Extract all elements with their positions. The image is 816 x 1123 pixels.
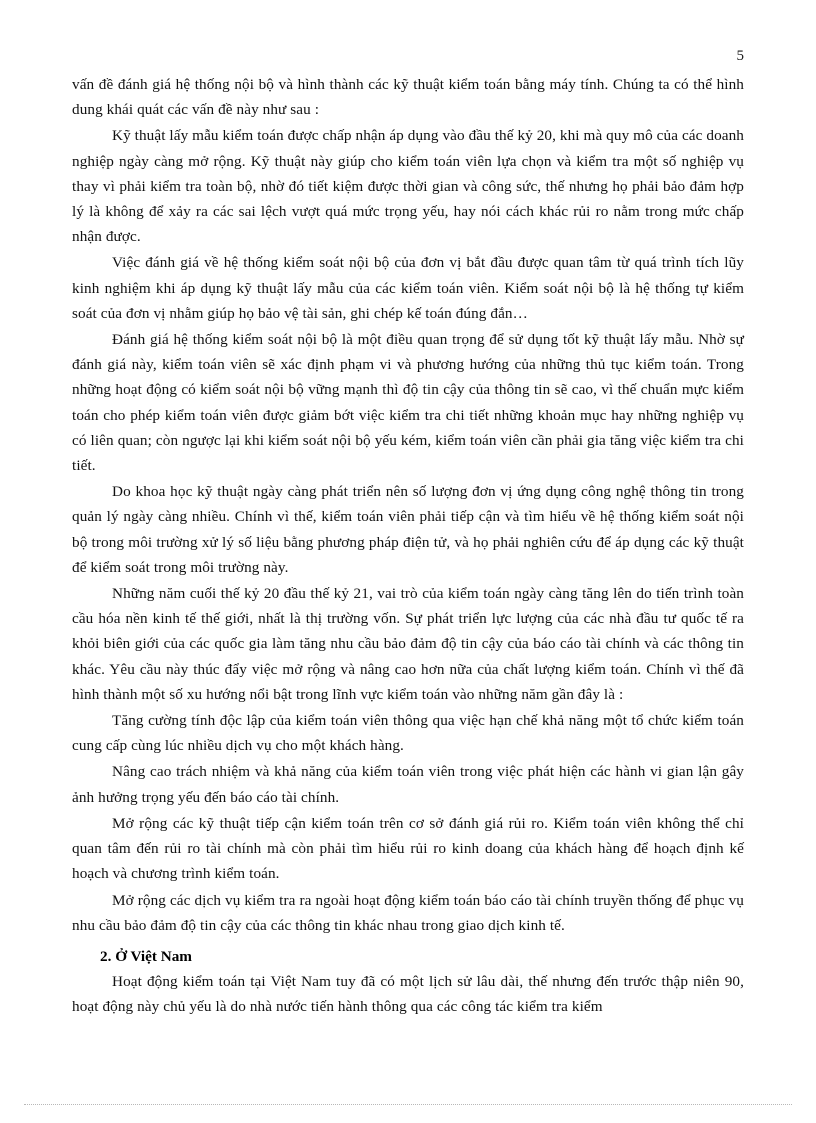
paragraph: Việc đánh giá về hệ thống kiểm soát nội bộ của đơn vị bắt đầu được quan tâm từ quá trình tích lũy kinh nghiệm khi áp dụng kỹ thuật lấy mẫu của các kiểm toán viên. Kiểm soát nội bộ là hệ thống tự kiểm soát của đơn vị nhằm giúp họ bảo vệ tài sản, ghi chép kế toán đúng đắn… bbox=[72, 254, 744, 322]
paragraph: Nâng cao trách nhiệm và khả năng của kiểm toán viên trong việc phát hiện các hành vi gian lận gây ảnh hưởng trọng yếu đến báo cáo tài chính. bbox=[72, 763, 744, 806]
section-heading: 2. Ở Việt Nam bbox=[100, 947, 192, 965]
paragraph: Những năm cuối thế kỷ 20 đầu thế kỷ 21, vai trò của kiểm toán ngày càng tăng lên do tiến trình toàn cầu hóa nền kinh tế thế giới, nhất là thị trường vốn. Sự phát triển lực lượng của các nhà đầu tư quốc tế ra khỏi biên giới của các quốc gia làm tăng nhu cầu bảo đảm độ tin cậy của báo cáo tài chính và các thông tin khác. Yêu cầu này thúc đẩy việc mở rộng và nâng cao hơn nữa của chất lượng kiểm toán. Chính vì thế đã hình thành một số xu hướng nổi bật trong lĩnh vực kiểm toán vào những năm gần đây là : bbox=[72, 585, 744, 703]
paragraph: Mở rộng các dịch vụ kiểm tra ra ngoài hoạt động kiểm toán báo cáo tài chính truyền thống để phục vụ nhu cầu bảo đảm độ tin cậy của các thông tin khác nhau trong giao dịch kinh tế. bbox=[72, 891, 744, 934]
paragraph: Do khoa học kỹ thuật ngày càng phát triển nên số lượng đơn vị ứng dụng công nghệ thông tin trong quản lý ngày càng nhiều. Chính vì thế, kiểm toán viên phải tiếp cận và tìm hiểu về hệ thống kiểm soát nội bộ trong môi trường xử lý số liệu bằng phương pháp điện tử, và họ phải nghiên cứu để áp dụng các kỹ thuật để kiểm soát trong môi trường này. bbox=[72, 483, 744, 576]
footer-divider bbox=[24, 1104, 792, 1105]
paragraph: Tăng cường tính độc lập của kiểm toán viên thông qua việc hạn chế khả năng một tổ chức kiểm toán cung cấp cùng lúc nhiều dịch vụ cho một khách hàng. bbox=[72, 712, 744, 755]
paragraph: Đánh giá hệ thống kiểm soát nội bộ là một điều quan trọng để sử dụng tốt kỹ thuật lấy mẫu. Nhờ sự đánh giá này, kiểm toán viên sẽ xác định phạm vi và phương hướng của những thủ tục kiểm toán. Trong những hoạt động có kiểm soát nội bộ vững mạnh thì độ tin cậy của thông tin sẽ cao, vì thế chuẩn mực kiểm toán cho phép kiểm toán viên được giảm bớt việc kiểm tra chi tiết những khoản mục hay những nghiệp vụ có liên quan; còn ngược lại khi kiểm soát nội bộ yếu kém, kiểm toán viên cần phải gia tăng việc kiểm tra chi tiết. bbox=[72, 331, 744, 475]
page-number: 5 bbox=[736, 48, 744, 64]
paragraph: Hoạt động kiểm toán tại Việt Nam tuy đã có một lịch sử lâu dài, thế nhưng đến trước thập niên 90, hoạt động này chủ yếu là do nhà nước tiến hành thông qua các công tác kiểm tra kiểm bbox=[72, 973, 744, 1016]
document-body bbox=[72, 72, 744, 1021]
paragraph: Kỹ thuật lấy mẫu kiểm toán được chấp nhận áp dụng vào đầu thế kỷ 20, khi mà quy mô của các doanh nghiệp ngày càng mở rộng. Kỹ thuật này giúp cho kiểm toán viên lựa chọn và kiểm tra một số nghiệp vụ thay vì phải kiểm tra toàn bộ, nhờ đó tiết kiệm được thời gian và công sức, thế nhưng họ phải bảo đảm hợp lý là không để xảy ra các sai lệch vượt quá mức trọng yếu, hay nói cách khác rủi ro nằm trong mức chấp nhận được. bbox=[72, 127, 744, 246]
paragraph: vấn đề đánh giá hệ thống nội bộ và hình thành các kỹ thuật kiểm toán bằng máy tính. Chúng ta có thể hình dung khái quát các vấn đề này như sau : bbox=[72, 76, 744, 119]
paragraph: Mở rộng các kỹ thuật tiếp cận kiểm toán trên cơ sở đánh giá rủi ro. Kiểm toán viên không thể chỉ quan tâm đến rủi ro tài chính mà còn phải tìm hiểu rủi ro kinh doang của khách hàng để hoạch định kế hoạch và chương trình kiểm toán. bbox=[72, 814, 744, 883]
